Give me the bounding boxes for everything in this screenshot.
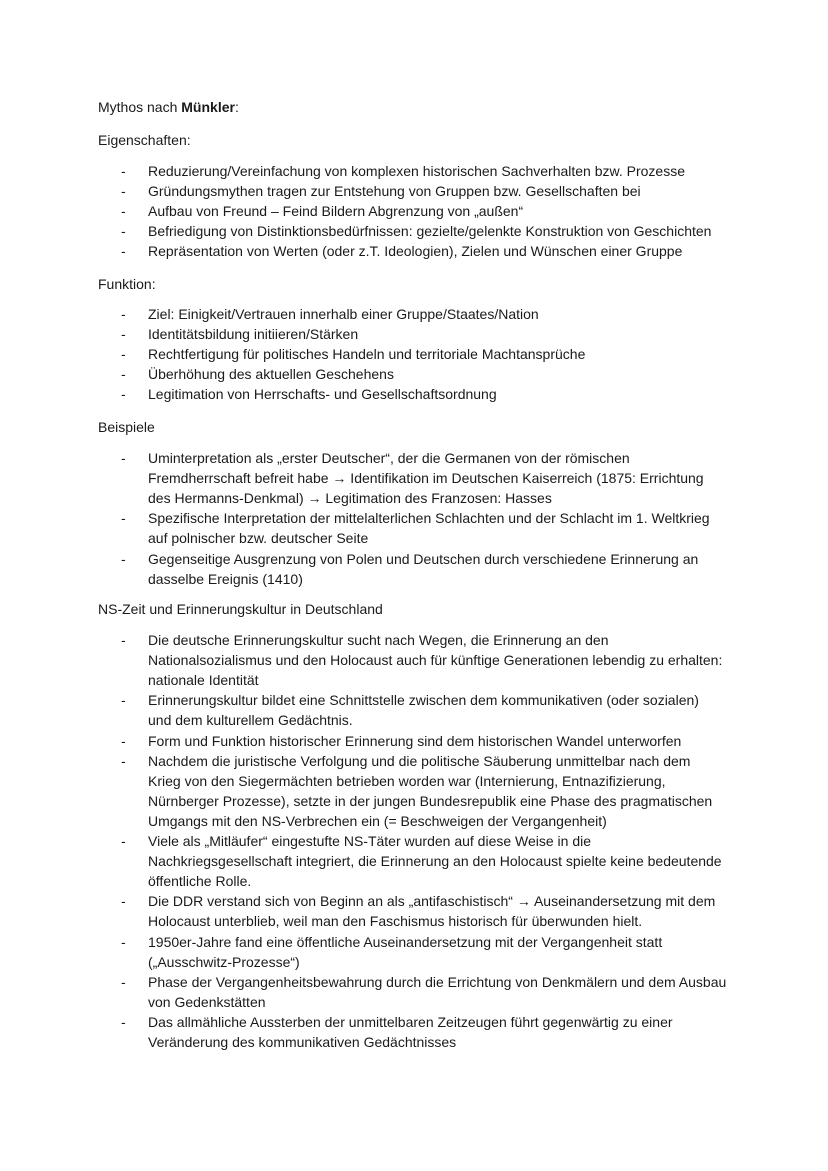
text-line: und dem kulturellem Gedächtnis.	[148, 712, 353, 729]
bullet-dash: -	[121, 450, 126, 466]
heading-eigenschaften: Eigenschaften:	[98, 132, 191, 148]
title-author-name: Münkler	[181, 99, 235, 115]
list-item-text	[148, 448, 758, 508]
text-line: Aufbau von Freund – Feind Bildern Abgrenzung von „außen“	[148, 203, 524, 220]
list-item-text	[148, 831, 758, 891]
text-line: Repräsentation von Werten (oder z.T. Ideologien), Zielen und Wünschen einer Gruppe	[148, 243, 683, 260]
heading-ns-zeit: NS-Zeit und Erinnerungskultur in Deutschland	[98, 601, 383, 617]
text-line: Befriedigung von Distinktionsbedürfnissen: gezielte/gelenkte Konstruktion von Geschichten	[148, 223, 712, 240]
list-item-text	[148, 364, 758, 384]
text-line: Gründungsmythen tragen zur Entstehung von Gruppen bzw. Gesellschaften bei	[148, 183, 641, 200]
text-line: Gegenseitige Ausgrenzung von Polen und Deutschen durch verschiedene Erinnerung an	[148, 550, 699, 567]
text-line: des Hermanns-Denkmal) → Legitimation des Franzosen: Hasses	[148, 490, 552, 507]
text-line: Fremdherrschaft befreit habe → Identifikation im Deutschen Kaiserreich (1875: Errichtung	[148, 470, 704, 487]
list-item-text	[148, 1012, 758, 1052]
bullet-dash: -	[121, 732, 126, 749]
bullet-dash: -	[121, 893, 126, 910]
list-item-text	[148, 891, 758, 931]
text-line: Reduzierung/Vereinfachung von komplexen historischen Sachverhalten bzw. Prozesse	[148, 163, 685, 179]
list-item-text	[148, 241, 758, 261]
bullet-dash: -	[121, 306, 126, 322]
title-prefix: Mythos nach	[98, 99, 182, 115]
text-line: Spezifische Interpretation der mittelalterlichen Schlachten und der Schlacht im 1. Weltkrieg	[148, 510, 710, 527]
bullet-dash: -	[121, 632, 126, 648]
bullet-dash: -	[121, 973, 126, 990]
list-item-text	[148, 630, 758, 690]
text-line: („Ausschwitz-Prozesse“)	[148, 953, 300, 970]
text-line: Umgangs mit den NS-Verbrechen ein (= Beschweigen der Vergangenheit)	[148, 812, 607, 829]
heading-funktion: Funktion:	[98, 276, 156, 292]
text-line: Die deutsche Erinnerungskultur sucht nach Wegen, die Erinnerung an den	[148, 632, 609, 648]
text-line: Viele als „Mitläufer“ eingestufte NS-Täter wurden auf diese Weise in die	[148, 833, 592, 849]
text-line: Rechtfertigung für politisches Handeln und territoriale Machtansprüche	[148, 346, 586, 363]
list-item-text	[148, 690, 758, 730]
list-item-text	[148, 161, 758, 181]
bullet-dash: -	[121, 366, 126, 383]
bullet-dash: -	[121, 223, 126, 240]
text-line: von Gedenkstätten	[148, 993, 266, 1010]
text-line: Das allmähliche Aussterben der unmittelbaren Zeitzeugen führt gegenwärtig zu einer	[148, 1013, 673, 1030]
bullet-dash: -	[121, 752, 126, 769]
bullet-dash: -	[121, 833, 126, 849]
text-line: Form und Funktion historischer Erinnerung sind dem historischen Wandel unterworfen	[148, 732, 682, 749]
list-item-text	[148, 549, 758, 589]
text-line: Nationalsozialismus und den Holocaust auch für künftige Generationen lebendig zu erhalten:	[148, 652, 723, 669]
text-line: Holocaust unterblieb, weil man den Faschismus historisch für überwunden hielt.	[148, 913, 643, 930]
text-line: Phase der Vergangenheitsbewahrung durch die Errichtung von Denkmälern und dem Ausbau	[148, 973, 727, 990]
bullet-dash: -	[121, 326, 126, 343]
bullet-dash: -	[121, 1013, 126, 1030]
list-item-text	[148, 304, 758, 324]
bullet-dash: -	[121, 243, 126, 260]
bullet-dash: -	[121, 163, 126, 179]
text-line: Die DDR verstand sich von Beginn an als „antifaschistisch“ → Auseinandersetzung mit dem	[148, 893, 716, 910]
text-line: auf polnischer bzw. deutscher Seite	[148, 530, 369, 547]
text-line: Uminterpretation als „erster Deutscher“, der die Germanen von der römischen	[148, 450, 630, 466]
list-item-text	[148, 344, 758, 364]
bullet-dash: -	[121, 183, 126, 200]
bullet-dash: -	[121, 692, 126, 709]
text-line: Überhöhung des aktuellen Geschehens	[148, 366, 394, 383]
bullet-dash: -	[121, 510, 126, 527]
heading-beispiele: Beispiele	[98, 419, 155, 435]
text-line: Erinnerungskultur bildet eine Schnittstelle zwischen dem kommunikativen (oder sozialen)	[148, 692, 699, 709]
list-item-text	[148, 932, 758, 972]
document-title	[98, 97, 239, 117]
bullet-dash: -	[121, 386, 126, 403]
bullet-dash: -	[121, 346, 126, 363]
text-line: Krieg von den Siegermächten betrieben worden war (Internierung, Entnazifizierung,	[148, 772, 666, 789]
list-item-text	[148, 731, 758, 751]
text-line: Identitätsbildung initiieren/Stärken	[148, 326, 359, 343]
text-line: dasselbe Ereignis (1410)	[148, 570, 303, 587]
text-line: Nachkriegsgesellschaft integriert, die Erinnerung an den Holocaust spielte keine bedeutende	[148, 853, 722, 870]
text-line: Veränderung des kommunikativen Gedächtnisses	[148, 1033, 457, 1050]
bullet-dash: -	[121, 550, 126, 567]
text-line: 1950er-Jahre fand eine öffentliche Auseinandersetzung mit der Vergangenheit statt	[148, 933, 663, 950]
text-line: Nachdem die juristische Verfolgung und die politische Säuberung unmittelbar nach dem	[148, 752, 691, 769]
list-item-text	[148, 972, 758, 1012]
list-item-text	[148, 201, 758, 221]
list-item-text	[148, 751, 758, 831]
bullet-dash: -	[121, 933, 126, 950]
text-line: Ziel: Einigkeit/Vertrauen innerhalb einer Gruppe/Staates/Nation	[148, 306, 539, 322]
list-item-text	[148, 384, 758, 404]
title-suffix: :	[234, 99, 239, 115]
text-line: Nürnberger Prozesse), setzte in der jungen Bundesrepublik eine Phase des pragmatischen	[148, 792, 713, 809]
bullet-dash: -	[121, 203, 126, 220]
list-item-text	[148, 181, 758, 201]
text-line: nationale Identität	[148, 672, 259, 689]
text-line: Legitimation von Herrschafts- und Gesellschaftsordnung	[148, 386, 497, 403]
list-item-text	[148, 324, 758, 344]
text-line: öffentliche Rolle.	[148, 873, 252, 890]
list-item-text	[148, 221, 758, 241]
list-item-text	[148, 508, 758, 548]
